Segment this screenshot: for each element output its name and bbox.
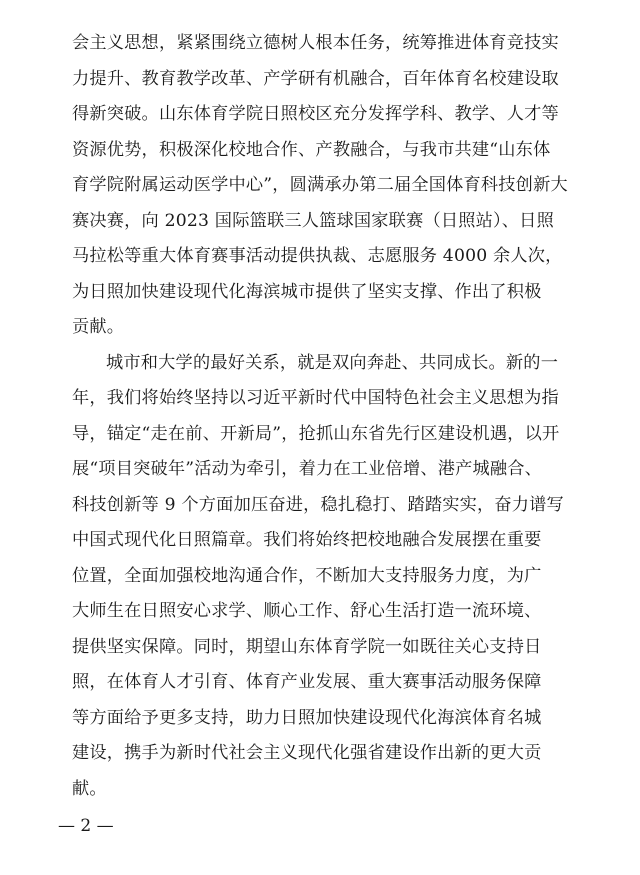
text-line: 照，在体育人才引育、体育产业发展、重大赛事活动服务保障: [72, 672, 542, 692]
text-line: 资源优势，积极深化校地合作、产教融合，与我市共建“山东体: [72, 139, 551, 160]
text-line: 大师生在日照安心求学、顺心工作、舒心生活打造一流环境、: [72, 601, 542, 621]
text-line: 为日照加快建设现代化海滨城市提供了坚实支撑、作出了积极: [72, 281, 542, 302]
text-line: 位置，全面加强校地沟通合作，不断加大支持服务力度，为广: [72, 565, 542, 586]
text-line: 城市和大学的最好关系，就是双向奔赴、共同成长。新的一: [106, 352, 559, 373]
document-body: [72, 26, 592, 807]
text-line: 贡献。: [72, 317, 125, 337]
text-line: 建设，携手为新时代社会主义现代化强省建设作出新的更大贡: [72, 743, 542, 763]
text-line: 展“项目突破年”活动为牵引，着力在工业倍增、港产城融合、: [72, 459, 543, 479]
text-line: 科技创新等 9 个方面加压奋进，稳扎稳打、踏踏实实，奋力谱写: [72, 494, 564, 515]
text-line: 马拉松等重大体育赛事活动提供执裁、志愿服务 4000 余人次，: [72, 246, 563, 266]
text-line: 年，我们将始终坚持以习近平新时代中国特色社会主义思想为指: [72, 388, 559, 408]
text-line: 献。: [72, 778, 107, 799]
text-line: 导，锚定“走在前、开新局”，抢抓山东省先行区建设机遇，以开: [72, 423, 560, 444]
text-line: 提供坚实保障。同时，期望山东体育学院一如既往关心支持日: [72, 636, 542, 657]
text-line: 会主义思想，紧紧围绕立德树人根本任务，统筹推进体育竞技实: [72, 33, 559, 53]
text-line: 等方面给予更多支持，助力日照加快建设现代化海滨体育名城: [72, 707, 542, 728]
text-line: 力提升、教育教学改革、产学研有机融合，百年体育名校建设取: [72, 68, 559, 89]
text-line: 得新突破。山东体育学院日照校区充分发挥学科、教学、人才等: [72, 104, 559, 124]
paragraph-1: [72, 26, 592, 346]
text-line: 中国式现代化日照篇章。我们将始终把校地融合发展摆在重要: [72, 530, 542, 550]
page-number: — 2 —: [58, 816, 114, 836]
text-line: 赛决赛，向 2023 国际篮联三人篮球国家联赛（日照站）、日照: [72, 210, 554, 231]
text-line: 育学院附属运动医学中心”，圆满承办第二届全国体育科技创新大: [72, 175, 568, 195]
paragraph-2: [72, 346, 592, 808]
